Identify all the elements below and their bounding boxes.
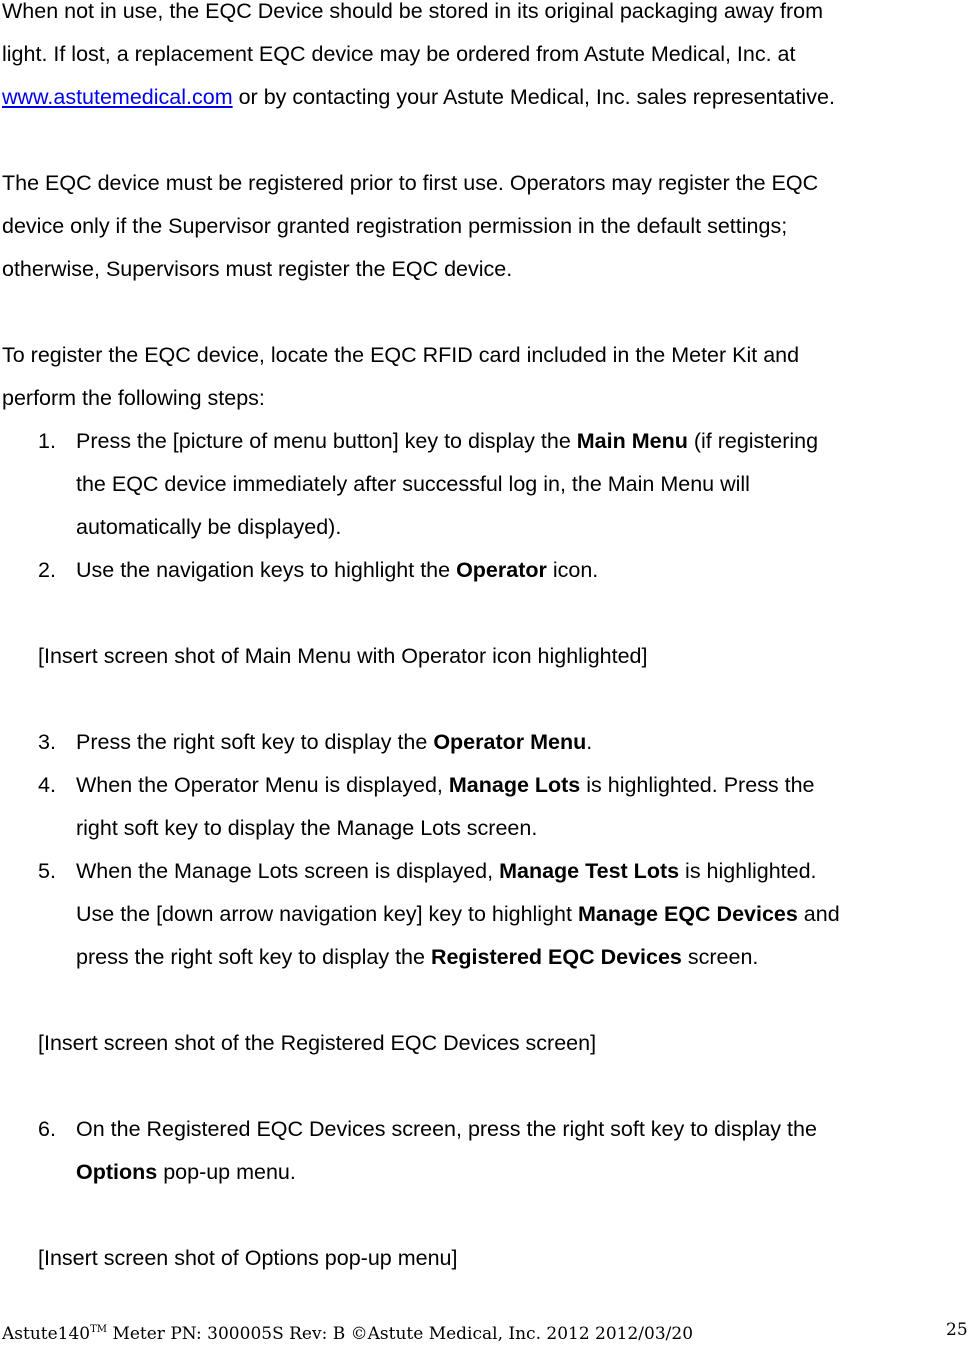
step-5-line-1: [76, 850, 817, 893]
step-2-text: Use the navigation keys to highlight the: [76, 558, 457, 582]
step-5-number: 5.: [38, 859, 56, 883]
step-3-line-1: [76, 721, 592, 764]
step-5-line-3-emphasis: Registered EQC Devices: [430, 945, 682, 969]
step-4-number: 4.: [38, 773, 56, 797]
step-5-line-2-text: Use the [down arrow navigation key] key to highlight: [76, 902, 578, 926]
step-6-emphasis: Options: [76, 1160, 158, 1184]
step-5-line-3: [76, 936, 758, 979]
paragraph-3-line-2: perform the following steps:: [2, 386, 265, 410]
page-footer: [2, 1318, 693, 1346]
step-5-line-2: [76, 893, 840, 936]
step-5-emphasis: Manage Test Lots: [499, 859, 680, 883]
step-6-number: 6.: [38, 1117, 56, 1141]
step-3-text: Press the right soft key to display the: [76, 730, 434, 754]
step-5-text: When the Manage Lots screen is displayed,: [76, 859, 500, 883]
step-2-text-end: icon.: [546, 558, 599, 582]
step-6-line-2: [76, 1151, 296, 1194]
step-5-line-2-emphasis: Manage EQC Devices: [577, 902, 798, 926]
screenshot-placeholder-main-menu: [Insert screen shot of Main Menu with Operator icon highlighted]: [38, 644, 648, 668]
paragraph-2-line-2: device only if the Supervisor granted registration permission in the default settings;: [2, 214, 788, 238]
step-1-line-2: the EQC device immediately after successful log in, the Main Menu will: [76, 472, 750, 496]
astute-website-link[interactable]: www.astutemedical.com: [2, 85, 233, 109]
step-4-text: When the Operator Menu is displayed,: [76, 773, 449, 797]
step-3-text-end: .: [586, 730, 593, 754]
step-4-line-1: [76, 764, 815, 807]
step-1-text: Press the [picture of menu button] key to display the: [76, 429, 577, 453]
screenshot-placeholder-registered-eqc: [Insert screen shot of the Registered EQC Devices screen]: [38, 1031, 597, 1055]
step-5-text-end: is highlighted.: [679, 859, 817, 883]
step-5-line-2-text-end: and: [797, 902, 840, 926]
step-4-text-end: is highlighted. Press the: [580, 773, 815, 797]
step-1-text-end: (if registering: [687, 429, 819, 453]
paragraph-2-line-1: The EQC device must be registered prior to first use. Operators may register the EQC: [2, 171, 819, 195]
paragraph-3-line-1: To register the EQC device, locate the EQC RFID card included in the Meter Kit and: [2, 343, 800, 367]
step-1-number: 1.: [38, 429, 56, 453]
paragraph-1-line-1: When not in use, the EQC Device should be stored in its original packaging away from: [2, 0, 824, 23]
page-number: 25: [946, 1320, 968, 1340]
step-2-number: 2.: [38, 558, 56, 582]
screenshot-placeholder-options-menu: [Insert screen shot of Options pop-up menu]: [38, 1246, 458, 1270]
step-1-line-3: automatically be displayed).: [76, 515, 342, 539]
step-6-text-end: pop-up menu.: [157, 1160, 296, 1184]
step-6-line-1: On the Registered EQC Devices screen, press the right soft key to display the: [76, 1117, 817, 1141]
step-5-line-3-text: press the right soft key to display the: [76, 945, 431, 969]
footer-details: Meter PN: 300005S Rev: B ©Astute Medical, Inc. 2012 2012/03/20: [107, 1324, 694, 1344]
footer-product: Astute140: [2, 1324, 91, 1344]
step-2-emphasis: Operator: [456, 558, 547, 582]
step-4-emphasis: Manage Lots: [448, 773, 581, 797]
paragraph-1-line-2: light. If lost, a replacement EQC device may be ordered from Astute Medical, Inc. at: [2, 42, 796, 66]
paragraph-1-line-3: [2, 76, 835, 119]
step-5-line-3-text-end: screen.: [681, 945, 759, 969]
step-4-line-2: right soft key to display the Manage Lots screen.: [76, 816, 538, 840]
paragraph-2-line-3: otherwise, Supervisors must register the EQC device.: [2, 257, 513, 281]
footer-trademark: TM: [90, 1324, 108, 1335]
paragraph-1-line-3-text: or by contacting your Astute Medical, Inc. sales representative.: [232, 85, 835, 109]
step-1-line-1: [76, 420, 818, 463]
step-3-emphasis: Operator Menu: [433, 730, 587, 754]
step-2-line-1: [76, 549, 598, 592]
step-1-emphasis: Main Menu: [576, 429, 688, 453]
step-3-number: 3.: [38, 730, 56, 754]
